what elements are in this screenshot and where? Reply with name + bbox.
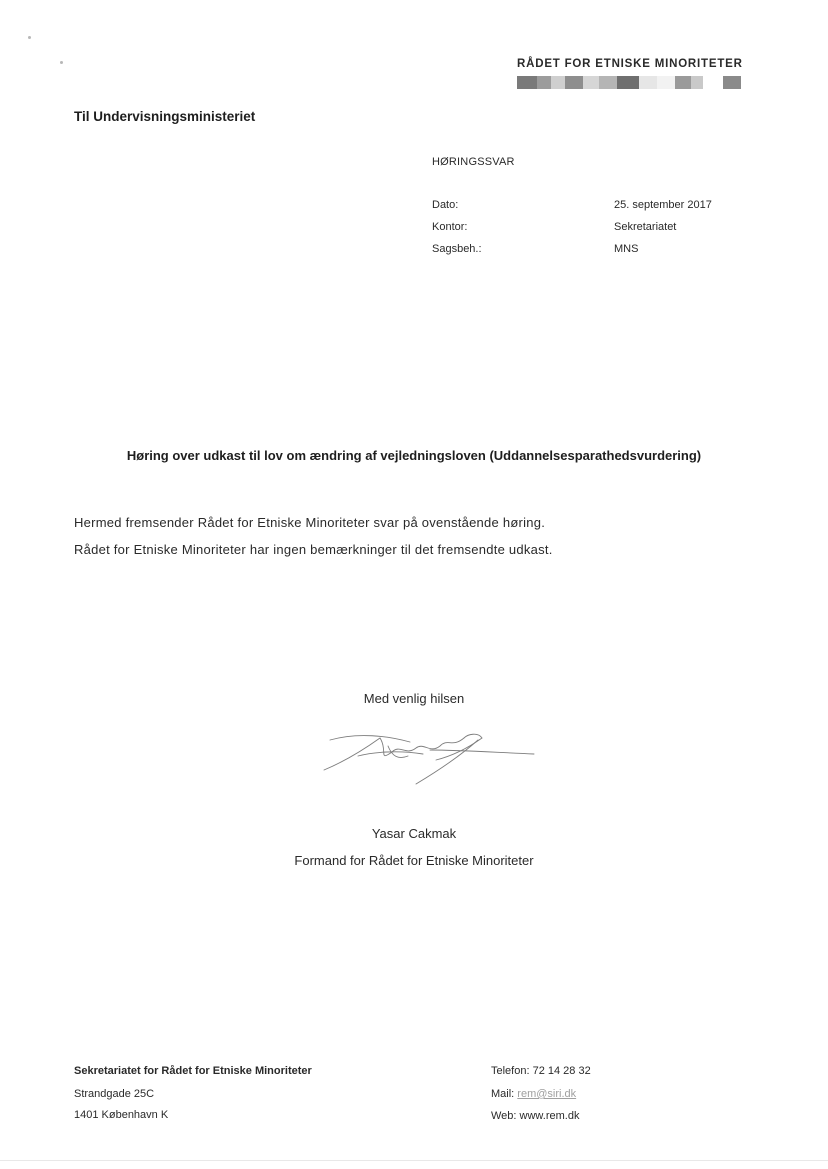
meta-value-office: Sekretariatet bbox=[614, 221, 677, 233]
mail-link[interactable]: rem@siri.dk bbox=[517, 1088, 577, 1100]
meta-label-case-handler: Sagsbeh.: bbox=[432, 243, 482, 255]
footer-phone bbox=[491, 1065, 591, 1077]
stripe-block bbox=[723, 76, 741, 89]
recipient: Til Undervisningsministeriet bbox=[74, 109, 256, 124]
stripe-block bbox=[583, 76, 599, 89]
letterhead-org-name: RÅDET FOR ETNISKE MINORITETER bbox=[517, 58, 743, 70]
phone-label: Telefon: bbox=[491, 1065, 530, 1077]
stripe-block bbox=[639, 76, 657, 89]
stripe-block bbox=[565, 76, 583, 89]
meta-label-office: Kontor: bbox=[432, 221, 468, 233]
letterhead-color-stripe bbox=[517, 76, 741, 89]
scan-speck bbox=[28, 36, 31, 39]
stripe-block bbox=[517, 76, 537, 89]
stripe-block bbox=[657, 76, 675, 89]
meta-value-case-handler: MNS bbox=[614, 243, 639, 255]
web-label: Web: bbox=[491, 1110, 517, 1122]
footer-mail bbox=[491, 1088, 576, 1100]
footer-street: Strandgade 25C bbox=[74, 1088, 155, 1100]
document-type: HØRINGSSVAR bbox=[432, 156, 515, 168]
stripe-block bbox=[691, 76, 703, 89]
meta-value-date: 25. september 2017 bbox=[614, 199, 712, 211]
stripe-block bbox=[537, 76, 551, 89]
page-bottom-edge bbox=[0, 1160, 828, 1161]
body-paragraph: Rådet for Etniske Minoriteter har ingen bemærkninger til det fremsendte udkast. bbox=[74, 542, 553, 557]
handwritten-signature bbox=[318, 726, 538, 788]
stripe-block bbox=[703, 76, 723, 89]
signatory-name: Yasar Cakmak bbox=[371, 826, 457, 841]
stripe-block bbox=[617, 76, 639, 89]
stripe-block bbox=[675, 76, 691, 89]
stripe-block bbox=[551, 76, 565, 89]
mail-label: Mail: bbox=[491, 1088, 515, 1100]
scan-speck bbox=[60, 61, 63, 64]
footer-city: 1401 København K bbox=[74, 1109, 169, 1121]
closing-greeting: Med venlig hilsen bbox=[363, 691, 465, 706]
stripe-block bbox=[599, 76, 617, 89]
footer-org: Sekretariatet for Rådet for Etniske Minoriteter bbox=[74, 1065, 312, 1077]
signatory-title: Formand for Rådet for Etniske Minoriteter bbox=[294, 853, 534, 868]
body-paragraph: Hermed fremsender Rådet for Etniske Minoriteter svar på ovenstående høring. bbox=[74, 515, 546, 530]
web-link[interactable]: www.rem.dk bbox=[519, 1110, 580, 1122]
subject-heading: Høring over udkast til lov om ændring af vejledningsloven (Uddannelsesparathedsvurdering) bbox=[126, 448, 702, 463]
meta-label-date: Dato: bbox=[432, 199, 459, 211]
footer-web bbox=[491, 1110, 579, 1122]
phone-number: 72 14 28 32 bbox=[532, 1065, 591, 1077]
